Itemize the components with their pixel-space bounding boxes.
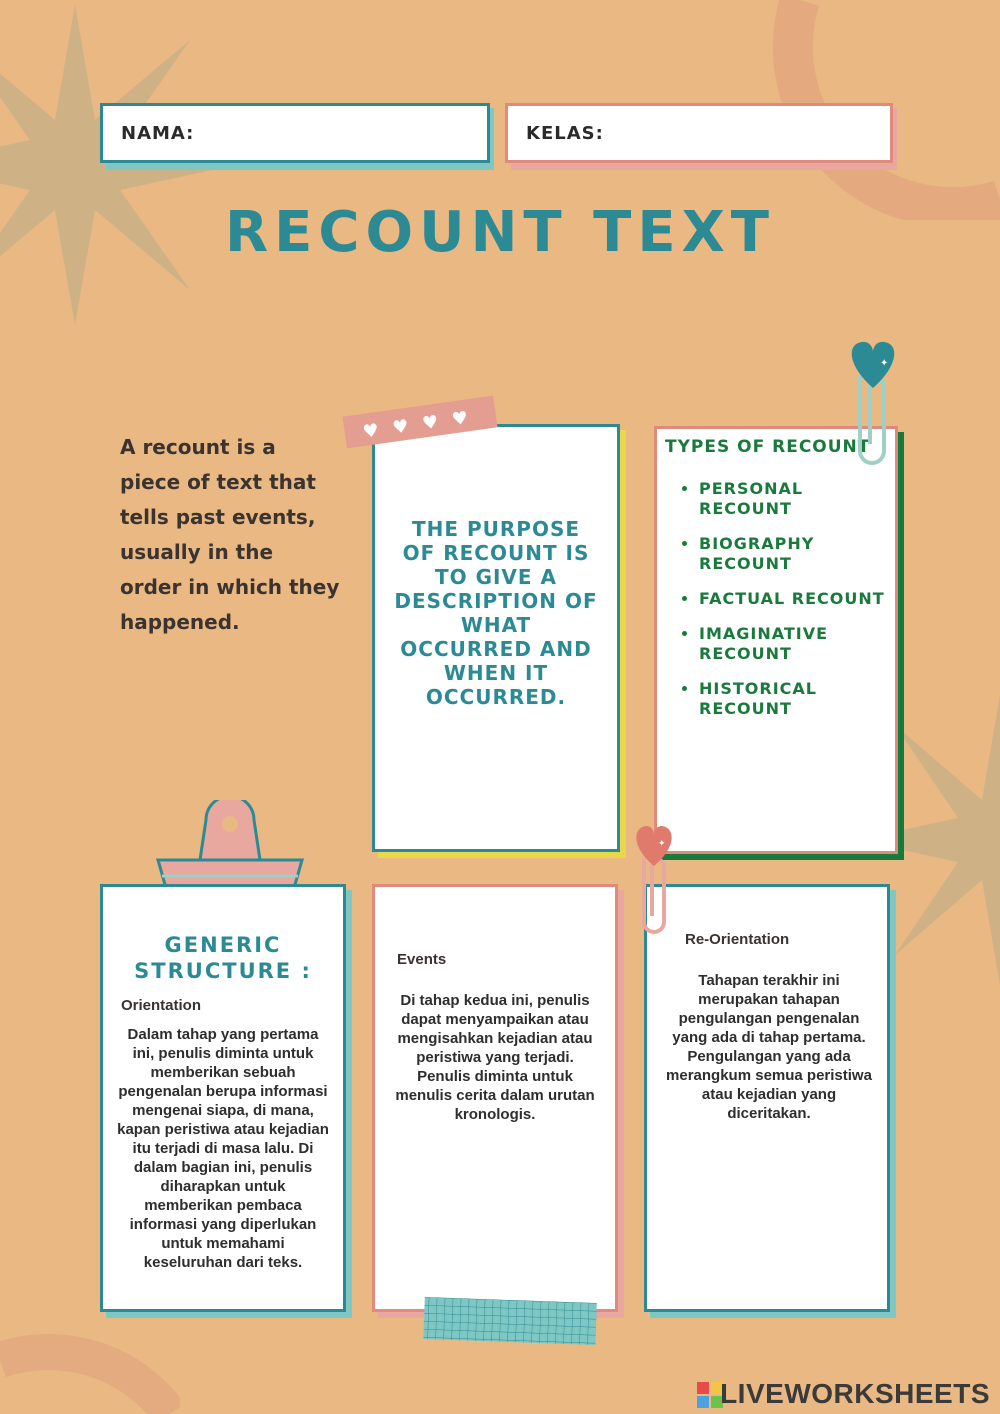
structure-heading: GENERIC STRUCTURE : [134,933,312,983]
kelas-field[interactable] [505,103,893,163]
types-heading: TYPES OF RECOUNT [665,437,871,457]
types-list-item: • FACTUAL RECOUNT [699,589,885,609]
heart-paperclip-icon [838,336,908,476]
nama-label: NAMA: [121,122,195,144]
svg-text:♥: ♥ [361,419,381,443]
page-title: RECOUNT TEXT [225,200,775,265]
types-list [677,479,885,734]
arc-decoration-bottom-left [0,1330,180,1414]
types-list-item: • HISTORICAL RECOUNT [699,679,885,719]
kelas-label: KELAS: [526,122,604,144]
types-list-item: • BIOGRAPHY RECOUNT [699,534,885,574]
brand-wordmark: LIVEWORKSHEETS [720,1378,990,1409]
purpose-card [372,424,620,852]
types-list-item: • PERSONAL RECOUNT [699,479,885,519]
nama-field[interactable] [100,103,490,163]
purpose-text: THE PURPOSE OF RECOUNT IS TO GIVE A DESCRIPTION OF WHAT OCCURRED AND WHEN IT OCCURRED. [394,517,598,709]
svg-text:♥: ♥ [450,407,470,431]
events-label: Events [397,951,447,968]
reorientation-card [644,884,890,1312]
events-body: Di tahap kedua ini, penulis dapat menyampaikan atau mengisahkan kejadian atau peristiwa yang terjadi. Penulis diminta untuk menulis cerita dalam urutan kronologis. [395,992,595,1123]
orientation-label: Orientation [121,997,202,1014]
washi-tape-hearts [340,392,500,452]
structure-card [100,884,346,1312]
intro-text: A recount is a piece of text that tells past events, usually in the order in which they happened. [120,435,340,634]
reorientation-label: Re-Orientation [685,931,790,948]
orientation-body: Dalam tahap yang pertama ini, penulis diminta untuk memberikan sebuah pengenalan berupa informasi mengenai siapa, di mana, kapan peristiwa atau kejadian itu terjadi di masa lalu. Di dalam bagian ini, penulis diharapkan untuk memberikan pembaca informasi yang diperlukan untuk memahami keseluruhan dari teks. [117,1026,329,1271]
svg-text:✦: ✦ [880,358,889,369]
svg-text:♥: ♥ [420,411,440,435]
heart-paperclip-pink-icon [628,822,684,942]
grid-tape-decoration [420,1292,600,1352]
svg-text:✦: ✦ [658,839,666,849]
types-list-item: • IMAGINATIVE RECOUNT [699,624,885,664]
reorientation-body: Tahapan terakhir ini merupakan tahapan pengulangan pengenalan yang ada di tahap pertama. Pengulangan yang ada merangkum semua peristiwa atau kejadian yang diceritakan. [666,972,872,1122]
svg-text:♥: ♥ [391,415,411,439]
types-card [654,426,898,854]
events-card [372,884,618,1312]
